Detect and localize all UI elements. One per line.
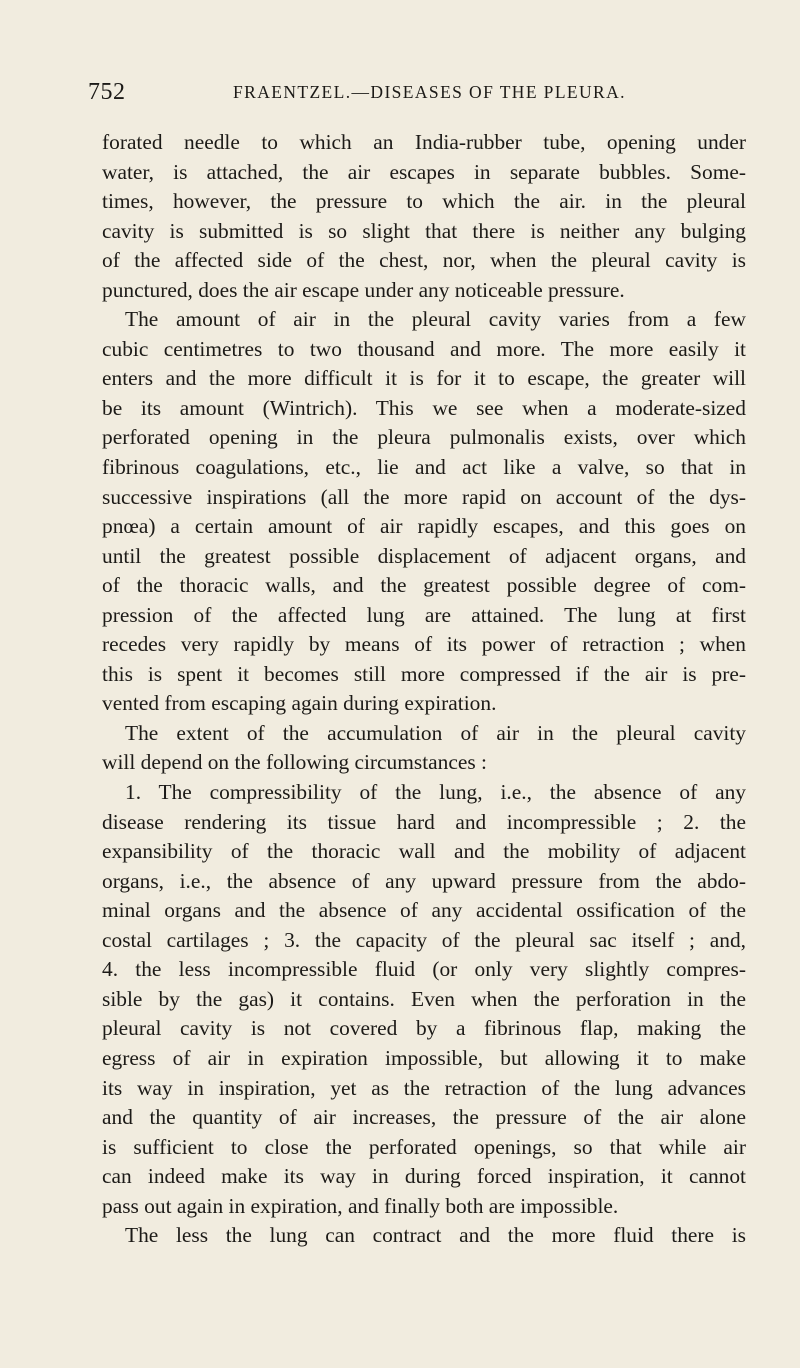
text-line: minal organs and the absence of any accidental ossification of the (102, 898, 746, 923)
text-line: disease rendering its tissue hard and incompressible ; 2. the (102, 809, 746, 834)
text-line: successive inspirations (all the more rapid on account of the dys- (102, 484, 746, 509)
text-line: can indeed make its way in during forced inspiration, it cannot (102, 1164, 746, 1189)
text-line: perforated opening in the pleura pulmonalis exists, over which (102, 425, 746, 450)
text-line: times, however, the pressure to which the air. in the pleural (102, 189, 746, 214)
text-line: and the quantity of air increases, the pressure of the air alone (102, 1105, 746, 1130)
text-line: pnœa) a certain amount of air rapidly escapes, and this goes on (102, 514, 746, 539)
text-line: this is spent it becomes still more compressed if the air is pre- (102, 661, 746, 686)
text-line: The less the lung can contract and the more fluid there is (125, 1223, 746, 1248)
running-head: FRAENTZEL.—DISEASES OF THE PLEURA. (233, 82, 626, 102)
text-line: egress of air in expiration impossible, but allowing it to make (102, 1045, 746, 1070)
page-header (88, 79, 728, 113)
text-line: vented from escaping again during expiration. (102, 691, 497, 716)
text-line: 4. the less incompressible fluid (or only very slightly compres- (102, 957, 746, 982)
text-line: be its amount (Wintrich). This we see when a moderate-sized (102, 395, 746, 420)
text-line: costal cartilages ; 3. the capacity of the pleural sac itself ; and, (102, 927, 746, 952)
text-line: The amount of air in the pleural cavity varies from a few (125, 307, 746, 332)
text-line: punctured, does the air escape under any noticeable pressure. (102, 277, 625, 302)
text-line: cubic centimetres to two thousand and more. The more easily it (102, 336, 746, 361)
text-line: will depend on the following circumstances : (102, 750, 487, 775)
text-line: forated needle to which an India-rubber tube, opening under (102, 130, 746, 154)
text-line: pleural cavity is not covered by a fibrinous flap, making the (102, 1016, 746, 1041)
page-number: 752 (88, 79, 126, 105)
text-line: pression of the affected lung are attained. The lung at first (102, 602, 746, 627)
text-line: pass out again in expiration, and finally both are impossible. (102, 1193, 619, 1218)
text-line: of the thoracic walls, and the greatest possible degree of com- (102, 573, 746, 598)
text-line: organs, i.e., the absence of any upward pressure from the abdo- (102, 868, 746, 893)
text-line: of the affected side of the chest, nor, when the pleural cavity is (102, 248, 746, 273)
text-line: The extent of the accumulation of air in the pleural cavity (125, 720, 746, 745)
text-line: cavity is submitted is so slight that there is neither any bulging (102, 218, 746, 243)
text-line: its way in inspiration, yet as the retraction of the lung advances (102, 1075, 746, 1100)
text-line: expansibility of the thoracic wall and the mobility of adjacent (102, 839, 746, 864)
text-line: recedes very rapidly by means of its power of retraction ; when (102, 632, 746, 657)
text-line: until the greatest possible displacement of adjacent organs, and (102, 543, 746, 568)
text-line: fibrinous coagulations, etc., lie and act like a valve, so that in (102, 455, 746, 480)
body-text (102, 128, 746, 1251)
text-line: enters and the more difficult it is for it to escape, the greater will (102, 366, 746, 391)
text-line: 1. The compressibility of the lung, i.e., the absence of any (125, 780, 746, 805)
text-line: is sufficient to close the perforated openings, so that while air (102, 1134, 746, 1159)
text-line: sible by the gas) it contains. Even when the perforation in the (102, 986, 746, 1011)
text-line: water, is attached, the air escapes in separate bubbles. Some- (102, 159, 746, 184)
